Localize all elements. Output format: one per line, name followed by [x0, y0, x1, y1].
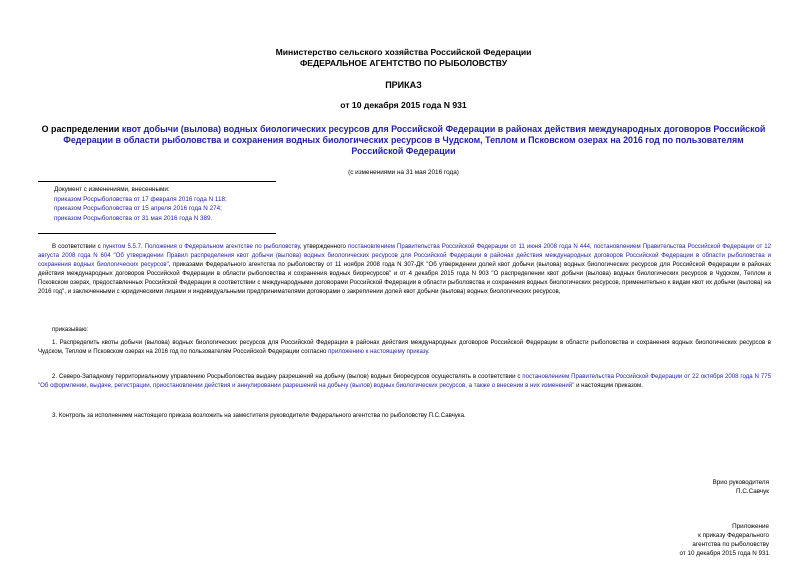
change-link-2[interactable]: приказом Росрыболовства от 15 апреля 2016 года N 274;: [54, 205, 222, 213]
prikazyvayu-line: [38, 326, 771, 335]
changes-box: [38, 181, 276, 234]
signature-name: П.С.Савчук: [736, 488, 769, 495]
changes-label: Документ с изменениями, внесенными:: [54, 186, 170, 193]
signature-position: Врио руководителя: [712, 479, 769, 486]
preamble-text-b: , утвержденного: [299, 243, 348, 250]
paragraph-1-text: 1. Распределить квоты добычи (вылова) водных биологических ресурсов для Российской Федерации в районах действия международных договоров Российской Федерации в области рыболовства и сохранения водных биологических ресурсов в Чудском, Теплом и Псковском озерах на 2016 год по пользователям Российской Федерации согласно: [38, 339, 771, 355]
link-postanovlenie-775[interactable]: постановлением Правительства Российской Федерации от 22 октября 2008 года N 775 "Об оформлении, выдаче, регистрации, приостановлении действия и аннулировании разрешений на добычу (вылов) водных биологических ресурсов, а также о внесении в них изменений": [38, 373, 771, 389]
link-appendix[interactable]: приложению к настоящему приказу: [328, 347, 428, 355]
paragraph-2-end: и настоящим приказом.: [574, 381, 643, 389]
paragraph-1-end: .: [427, 347, 430, 355]
agency-name: ФЕДЕРАЛЬНОЕ АГЕНТСТВО ПО РЫБОЛОВСТВУ: [299, 58, 508, 68]
paragraph-3: [38, 412, 771, 421]
appendix-block: [679, 522, 769, 558]
paragraph-2: [38, 373, 771, 391]
preamble-text-a: В соответствии с: [52, 243, 103, 250]
signature-block: [713, 478, 769, 496]
ministry-name: Министерство сельского хозяйства Российской Федерации: [275, 47, 532, 57]
paragraph-1: [38, 339, 771, 357]
edited-note: (с изменениями на 31 мая 2016 года): [348, 169, 459, 176]
document-title: [38, 124, 769, 158]
paragraph-3-text: 3. Контроль за исполнением настоящего приказа возложить на заместителя руководителя Федерального агентства по рыболовству П.С.Савчука.: [52, 412, 466, 419]
change-link-1[interactable]: приказом Росрыболовства от 17 февраля 2016 года N 118;: [54, 195, 227, 203]
change-link-3[interactable]: приказом Росрыболовства от 31 мая 2016 года N 389.: [54, 214, 213, 222]
title-prefix: О распределении: [41, 124, 122, 134]
preamble-text-c: ,: [589, 243, 594, 250]
link-postanovlenie-444[interactable]: постановлением Правительства Российской Федерации от 11 июня 2008 года N 444: [347, 243, 590, 250]
title-link[interactable]: квот добычи (вылова) водных биологических ресурсов для Российской Федерации в районах действия международных договоров Российской Федерации в области рыболовства и сохранения водных биологических ресурсов в Чудском, Теплом и Псковском озерах на 2016 год по пользователям Российской Федерации: [63, 124, 766, 157]
appendix-line-2: к приказу Федерального: [698, 532, 769, 539]
preamble-paragraph: [38, 243, 771, 296]
prikazyvayu-text: приказываю:: [52, 326, 89, 333]
link-polozhenie[interactable]: пунктом 5.5.7. Положения о Федеральном агентстве по рыболовству: [102, 243, 300, 250]
link-postanovlenie-604[interactable]: постановлением Правительства Российской Федерации от 12 августа 2008 года N 604 "Об утверждении Правил распределения квот добычи (вылова) водных биологических ресурсов для Российской Федерации в районах действия международных договоров Российской Федерации в области рыболовства и сохранения водных биологических ресурсов": [38, 243, 772, 268]
preamble-text-d: , приказами Федерального агентства по рыболовству от 11 ноября 2008 года N 307-ДК "Об утверждении долей квот добычи (вылова) водных биологических ресурсов для Российской Федерации в районах действия международных договоров Российской Федерации в области рыболовства и сохранения водных биоресурсов" и от 4 декабря 2015 года N 903 "О распределении квот добычи (вылова) водных биологических ресурсов в Чудском, Теплом и Псковском озерах, предоставленных Российской Федерации в соответствии с международными договорами Российской Федерации в области рыболовства и сохранения водных биологических ресурсов, применительно к видам квот их добычи (вылова) на 2016 год", и заключенными с юридическими лицами и индивидуальными предпринимателями договорами о закреплении долей квот добычи (вылова) водных биологических ресурсов,: [38, 260, 771, 295]
paragraph-2-text: 2. Северо-Западному территориальному управлению Росрыболовства выдачу разрешений на добычу (вылов) водных биоресурсов осуществлять в соответствии с: [52, 373, 523, 380]
appendix-line-4: от 10 декабря 2015 года N 931: [679, 550, 769, 557]
appendix-line-3: агентства по рыболовству: [692, 541, 769, 548]
document-date-number: от 10 декабря 2015 года N 931: [340, 100, 467, 110]
appendix-line-1: Приложение: [732, 523, 769, 530]
document-type: ПРИКАЗ: [385, 80, 422, 90]
